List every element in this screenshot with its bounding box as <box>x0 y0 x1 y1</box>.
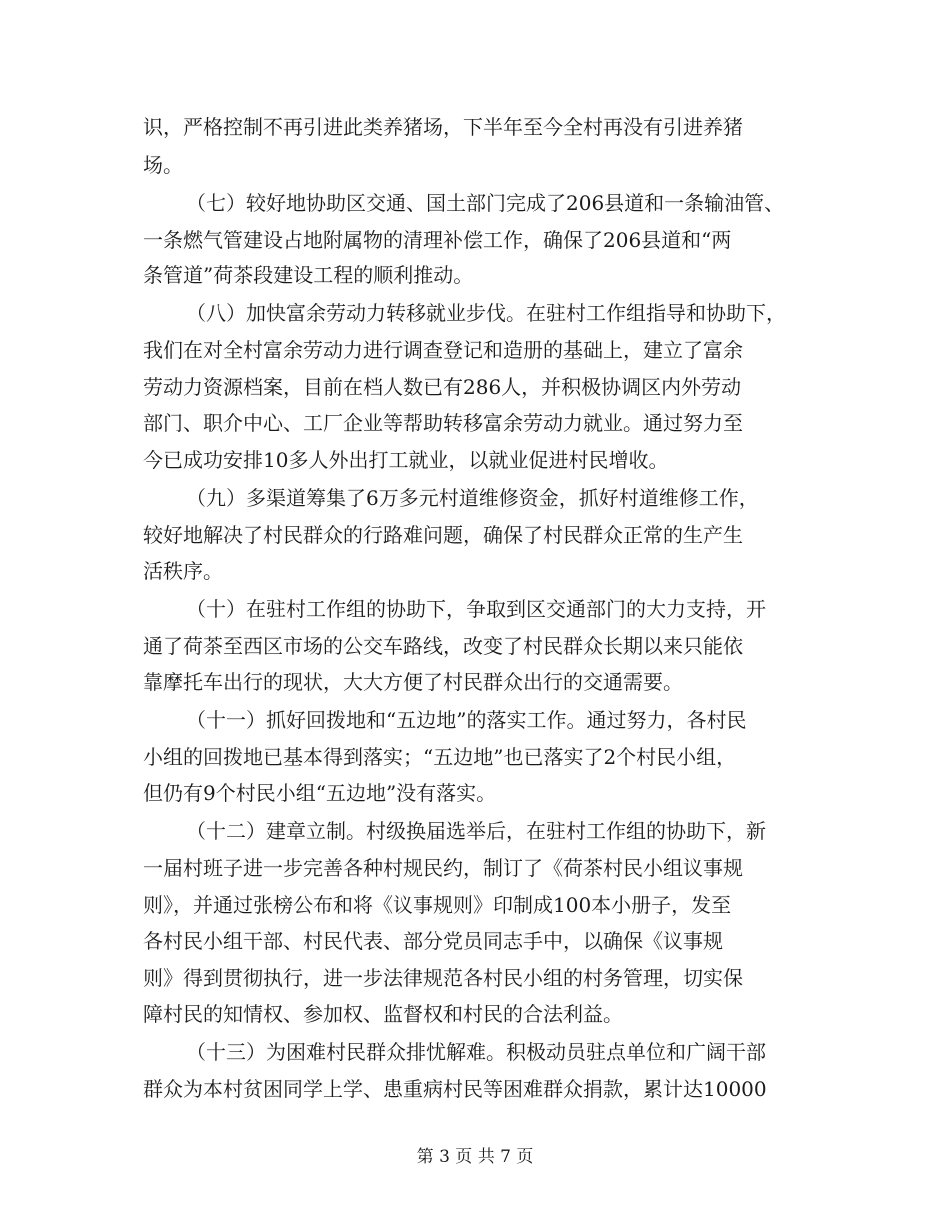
text-line: 靠摩托车出行的现状，大大方便了村民群众出行的交通需要。 <box>143 670 683 694</box>
text-line: （八）加快富余劳动力转移就业步伐。在驻村工作组指导和协助下， <box>186 301 786 325</box>
text-line: 一条燃气管建设占地附属物的清理补偿工作，确保了206县道和“两 <box>143 228 732 252</box>
text-line: 但仍有9个村民小组“五边地”没有落实。 <box>143 781 497 805</box>
text-line: 活秩序。 <box>143 559 223 583</box>
text-line: （十）在驻村工作组的协助下，争取到区交通部门的大力支持，开 <box>186 597 766 621</box>
text-line: （十三）为困难村民群众排忧解难。积极动员驻点单位和广阔干部 <box>186 1040 766 1064</box>
text-line: 则》，并通过张榜公布和将《议事规则》印制成100本小册子，发至 <box>143 893 732 917</box>
text-line: 则》得到贯彻执行，进一步法律规范各村民小组的村务管理，切实保 <box>143 966 743 990</box>
text-line: 劳动力资源档案，目前在档人数已有286人，并积极协调区内外劳动 <box>143 375 742 399</box>
text-line: 各村民小组干部、村民代表、部分党员同志手中，以确保《议事规 <box>143 929 723 953</box>
text-line: （七）较好地协助区交通、国土部门完成了206县道和一条输油管、 <box>186 191 785 215</box>
text-line: （九）多渠道筹集了6万多元村道维修资金，抓好村道维修工作， <box>186 486 759 510</box>
text-line: 我们在对全村富余劳动力进行调查登记和造册的基础上，建立了富余 <box>143 338 743 362</box>
text-line: （十二）建章立制。村级换届选举后，在驻村工作组的协助下，新 <box>186 819 766 843</box>
text-line: 小组的回拨地已基本得到落实；“五边地”也已落实了2个村民小组， <box>143 745 737 769</box>
page-footer: 第 3 页 共 7 页 <box>416 1147 534 1167</box>
text-line: 障村民的知情权、参加权、监督权和村民的合法利益。 <box>143 1002 623 1026</box>
text-line: 群众为本村贫困同学上学、患重病村民等困难群众捐款，累计达10000 <box>143 1077 767 1101</box>
text-line: 条管道”荷茶段建设工程的顺利推动。 <box>143 263 474 287</box>
text-line: 识，严格控制不再引进此类养猪场，下半年至今全村再没有引进养猪 <box>143 115 743 139</box>
text-line: 部门、职介中心、工厂企业等帮助转移富余劳动力就业。通过努力至 <box>143 411 743 435</box>
text-line: （十一）抓好回拨地和“五边地”的落实工作。通过努力，各村民 <box>186 708 747 732</box>
text-line: 一届村班子进一步完善各种村规民约，制订了《荷茶村民小组议事规 <box>143 856 743 880</box>
text-line: 今已成功安排10多人外出打工就业，以就业促进村民增收。 <box>143 448 669 472</box>
text-line: 较好地解决了村民群众的行路难问题，确保了村民群众正常的生产生 <box>143 523 743 547</box>
text-line: 通了荷茶至西区市场的公交车路线，改变了村民群众长期以来只能依 <box>143 634 743 658</box>
text-line: 场。 <box>143 153 183 177</box>
